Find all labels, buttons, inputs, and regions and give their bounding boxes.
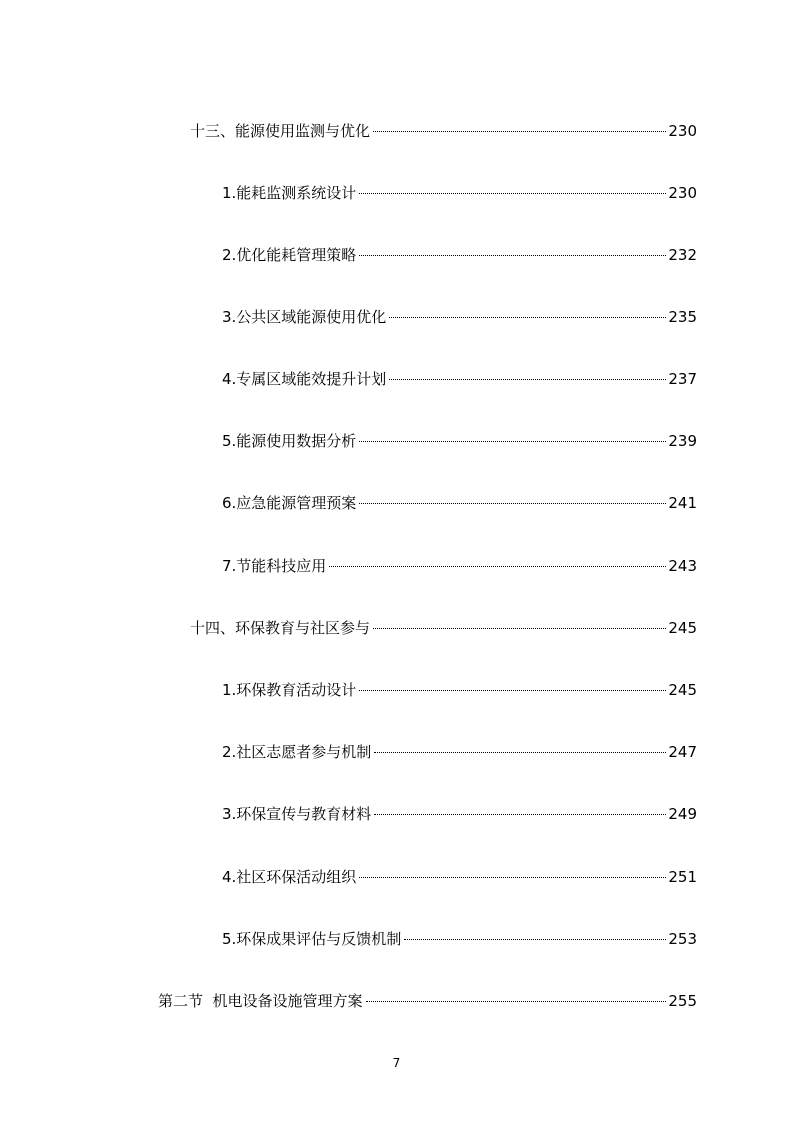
toc-page-number: 247	[668, 743, 697, 761]
dot-leader	[389, 379, 666, 380]
toc-entry[interactable]	[222, 306, 697, 328]
toc-entry[interactable]	[222, 492, 697, 514]
toc-entry[interactable]	[222, 368, 697, 390]
dot-leader	[374, 752, 666, 753]
toc-entry-title: 1.环保教育活动设计	[222, 681, 357, 699]
toc-page-number: 243	[668, 557, 697, 575]
toc-entry-title: 4.社区环保活动组织	[222, 868, 357, 886]
dot-leader	[374, 814, 666, 815]
toc-entry[interactable]	[190, 617, 697, 639]
toc-entry-title: 十三、能源使用监测与优化	[190, 122, 371, 140]
dot-leader	[359, 441, 666, 442]
dot-leader	[373, 131, 666, 132]
toc-entry[interactable]	[222, 803, 697, 825]
toc-page-number: 245	[668, 681, 697, 699]
toc-page-number: 245	[668, 619, 697, 637]
toc-page-number: 251	[668, 868, 697, 886]
toc-entry-title: 2.优化能耗管理策略	[222, 246, 357, 264]
toc-entry[interactable]	[222, 866, 697, 888]
toc-entry-title: 3.环保宣传与教育材料	[222, 805, 372, 823]
toc-entry[interactable]	[190, 120, 697, 142]
toc-entry[interactable]	[222, 741, 697, 763]
toc-entry[interactable]	[222, 555, 697, 577]
dot-leader	[389, 317, 666, 318]
toc-entry-title: 6.应急能源管理预案	[222, 494, 357, 512]
toc-page-number: 239	[668, 432, 697, 450]
toc-entry-title: 5.能源使用数据分析	[222, 432, 357, 450]
dot-leader	[359, 193, 666, 194]
toc-entry[interactable]	[222, 928, 697, 950]
toc-entry-title: 十四、环保教育与社区参与	[190, 619, 371, 637]
toc-entry-title: 7.节能科技应用	[222, 557, 327, 575]
toc-page-number: 235	[668, 308, 697, 326]
toc-entry[interactable]	[222, 244, 697, 266]
toc-entry-title: 2.社区志愿者参与机制	[222, 743, 372, 761]
toc-page-number: 237	[668, 370, 697, 388]
page-number: 7	[392, 1056, 401, 1070]
dot-leader	[329, 566, 666, 567]
dot-leader	[359, 877, 666, 878]
toc-entry[interactable]	[222, 430, 697, 452]
toc-page-number: 230	[668, 184, 697, 202]
toc-entry-title: 4.专属区域能效提升计划	[222, 370, 387, 388]
dot-leader	[373, 628, 666, 629]
toc-entry-title: 5.环保成果评估与反馈机制	[222, 930, 402, 948]
dot-leader	[359, 690, 666, 691]
dot-leader	[359, 255, 666, 256]
toc-entry[interactable]	[158, 990, 697, 1012]
toc-entry-title: 3.公共区域能源使用优化	[222, 308, 387, 326]
toc-page-number: 241	[668, 494, 697, 512]
toc-entry-title: 1.能耗监测系统设计	[222, 184, 357, 202]
toc-entry-title: 第二节 机电设备设施管理方案	[158, 992, 363, 1010]
toc-page-number: 230	[668, 122, 697, 140]
dot-leader	[366, 1001, 667, 1002]
toc-page-number: 232	[668, 246, 697, 264]
toc-entry[interactable]	[222, 182, 697, 204]
toc-page-number: 255	[668, 992, 697, 1010]
dot-leader	[404, 939, 666, 940]
toc-page-number: 249	[668, 805, 697, 823]
toc-entry[interactable]	[222, 679, 697, 701]
dot-leader	[359, 503, 666, 504]
toc-page-number: 253	[668, 930, 697, 948]
